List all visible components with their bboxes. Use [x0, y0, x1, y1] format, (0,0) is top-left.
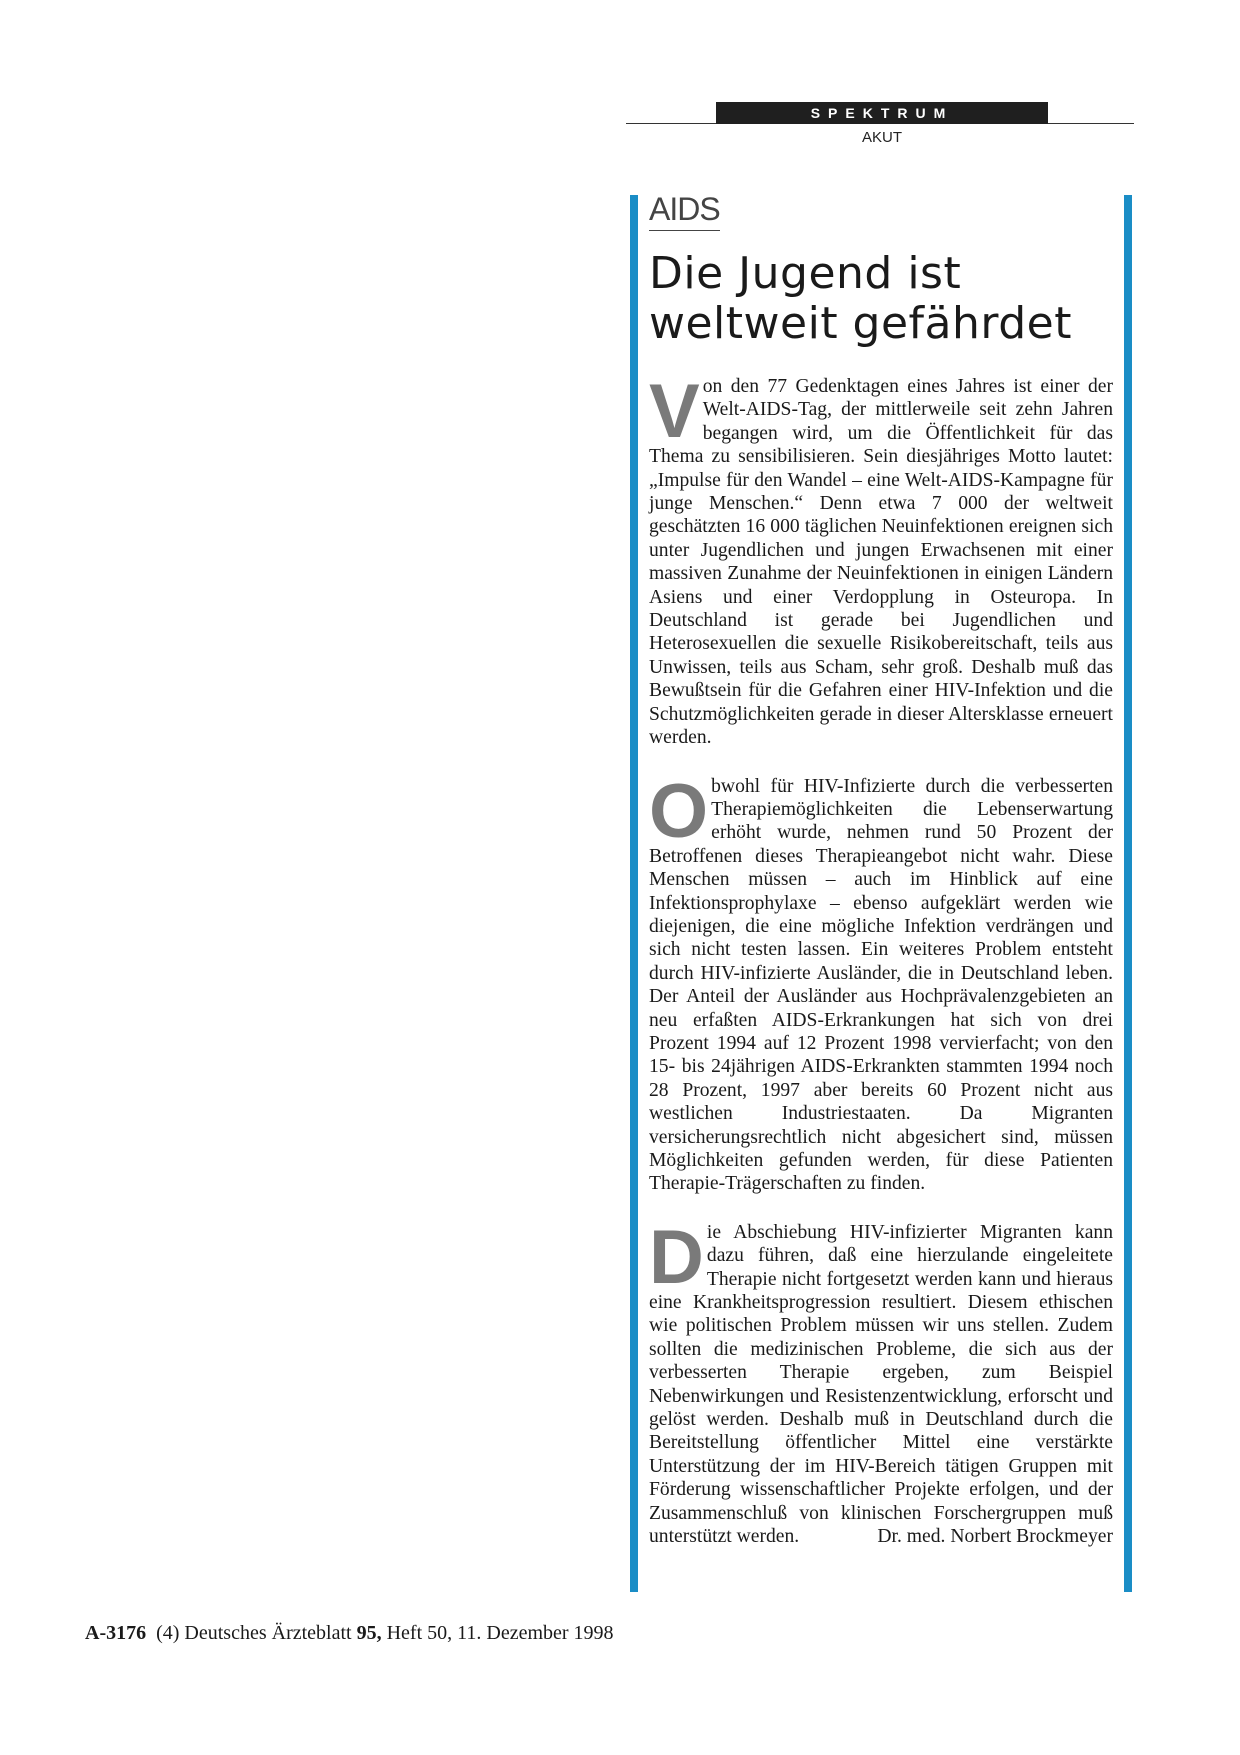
journal-name: (4) Deutsches Ärzteblatt — [156, 1622, 352, 1644]
author-signature: Dr. med. Norbert Brockmeyer — [877, 1526, 1113, 1548]
journal-volume: 95, — [356, 1622, 382, 1644]
headline-line-1: Die Jugend ist — [649, 248, 962, 299]
article — [649, 190, 1113, 1549]
right-accent-bar — [1124, 195, 1132, 1592]
article-headline — [649, 249, 1113, 349]
paragraph-text: ie Abschiebung HIV-infizierter Migranten kann dazu führen, daß eine hierzulande eingeleitete Therapie nicht fortgesetzt werden kann und hieraus eine Krankheitsprogression resultiert. Diesem ethischen wie politischen Problem müssen wir uns stellen. Zudem sollten die medizinischen Probleme, die sich aus der verbesserten Therapie ergeben, zum Beispiel Nebenwirkungen und Resistenzentwicklung, erforscht und gelöst werden. Deshalb muß in Deutschland durch die Bereitstellung öffentlicher Mittel eine verstärkte Unterstützung der im HIV-Bereich tätigen Gruppen mit Förderung wissenschaftlicher Projekte erfolgen, und der Zusammenschluß von klinischen Forschergruppen muß unterstützt werden. — [649, 1221, 1113, 1548]
headline-line-2: weltweit gefährdet — [649, 298, 1072, 349]
page-footer — [85, 1622, 614, 1645]
left-accent-bar — [630, 195, 638, 1592]
drop-cap: O — [649, 768, 706, 854]
drop-cap: D — [649, 1214, 701, 1300]
paragraph-text: bwohl für HIV-Infizierte durch die verbesserten Therapiemöglichkeiten die Lebenserwartung erhöht wurde, nehmen rund 50 Prozent der Betroffenen dieses Therapieangebot nicht wahr. Diese Menschen müssen – auch im Hinblick auf eine Infektionsprophylaxe – ebenso aufgeklärt werden wie diejenigen, die eine mögliche Infektion verdrängen und sich nicht testen lassen. Ein weiteres Problem entsteht durch HIV-infizierte Ausländer, die in Deutschland leben. Der Anteil der Ausländer aus Hochprävalenzgebieten an neu erfaßten AIDS-Erkrankungen hat sich von drei Prozent 1994 auf 12 Prozent 1998 vervierfacht; von den 15- bis 24jährigen AIDS-Erkrankten stammten 1994 noch 28 Prozent, 1997 aber bereits 60 Prozent nicht aus westlichen Industriestaaten. Da Migranten versicherungsrechtlich nicht abgesichert sind, müssen Möglichkeiten gefunden werden, für diese Patienten Therapie-Trägerschaften zu finden. — [649, 775, 1113, 1195]
paragraph-1 — [649, 369, 1113, 750]
drop-cap: V — [649, 369, 697, 454]
article-kicker: AIDS — [649, 190, 720, 231]
section-label: SPEKTRUM — [716, 102, 1048, 124]
issue-date: Heft 50, 11. Dezember 1998 — [386, 1622, 614, 1644]
page-number: A-3176 — [85, 1622, 147, 1644]
subsection-label: AKUT — [861, 129, 902, 146]
paragraph-2 — [649, 768, 1113, 1196]
paragraph-text: on den 77 Gedenktagen eines Jahres ist einer der Welt-AIDS-Tag, der mittlerweile seit zehn Jahren begangen wird, um die Öffentlichkeit für das Thema zu sensibilisieren. Sein diesjähriges Motto lautet: „Impulse für den Wandel – eine Welt-AIDS-Kampagne für junge Menschen.“ Denn etwa 7 000 der weltweit geschätzten 16 000 täglichen Neuinfektionen ereignen sich unter Jugendlichen und jungen Erwachsenen mit einer massiven Zunahme der Neuinfektionen in einigen Ländern Asiens und einer Verdopplung in Osteuropa. In Deutschland ist gerade bei Jugendlichen und Heterosexuellen die sexuelle Risikobereitschaft, teils aus Unwissen, teils aus Scham, sehr groß. Deshalb muß das Bewußtsein für die Gefahren einer HIV-Infektion und die Schutzmöglichkeiten gerade in dieser Altersklasse erneuert werden. — [649, 376, 1113, 749]
paragraph-3 — [649, 1214, 1113, 1549]
